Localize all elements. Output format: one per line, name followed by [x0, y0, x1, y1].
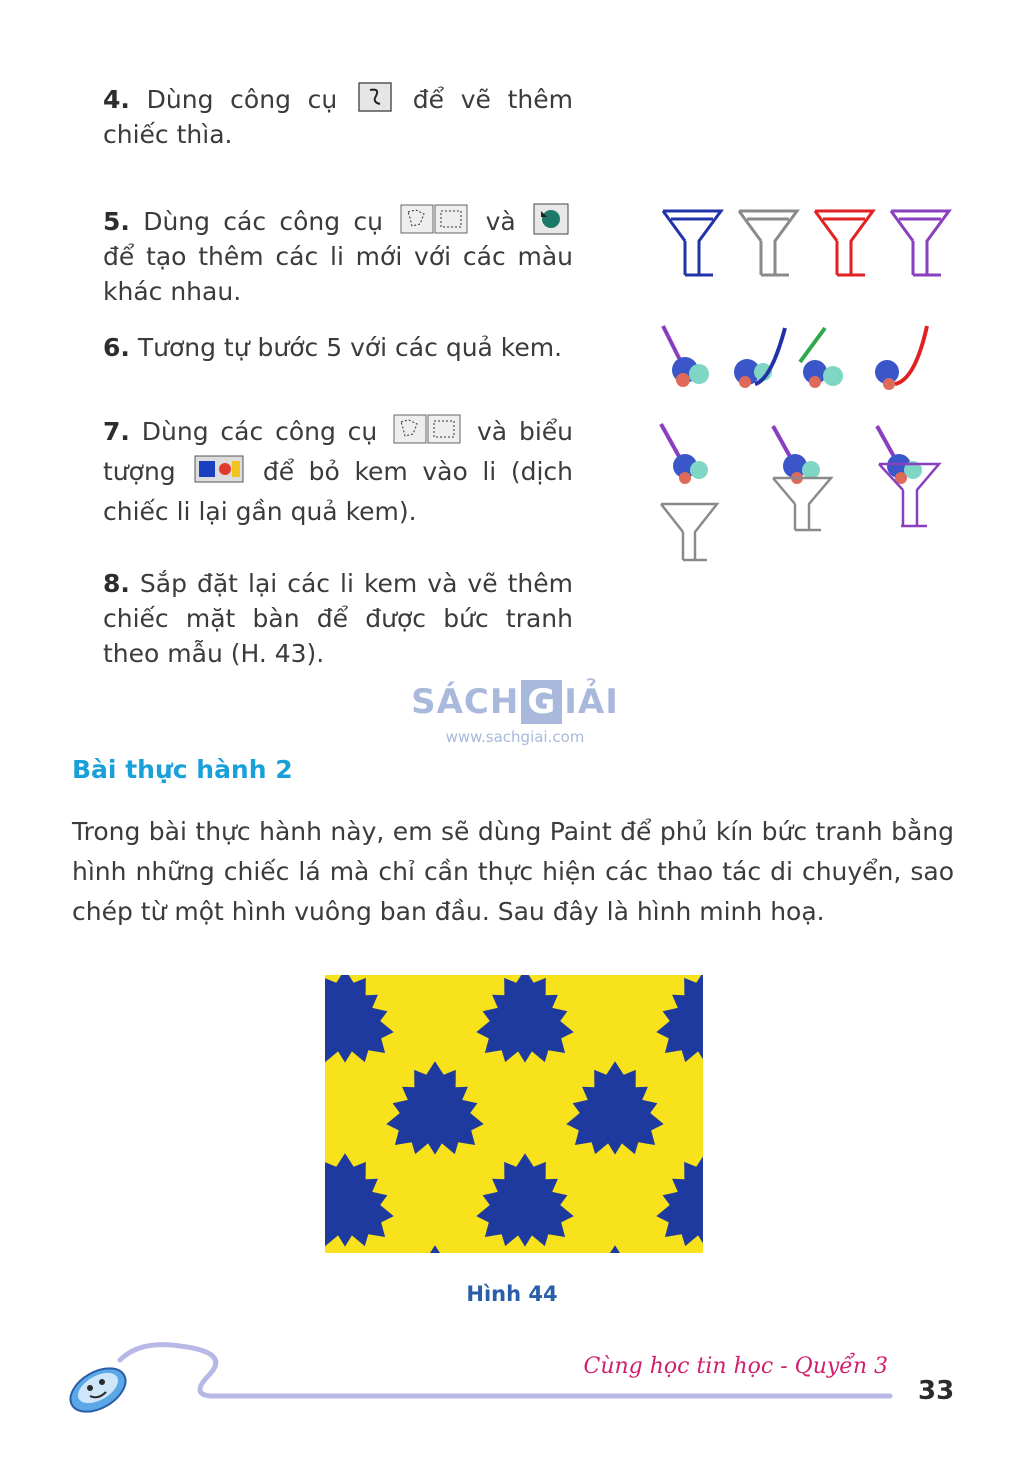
glass-1: [663, 211, 721, 275]
watermark: [410, 680, 620, 780]
watermark-url: www.sachgiai.com: [445, 728, 585, 746]
figure-caption: Hình 44: [466, 1282, 558, 1306]
glass-3: [815, 211, 873, 275]
select-tools-icon: [393, 414, 461, 444]
transparent-selection-icon: [194, 455, 244, 483]
step-number: 4.: [103, 85, 130, 114]
ice-cream-4: [875, 326, 927, 390]
book-title: Cùng học tin học - Quyển 3: [583, 1354, 888, 1379]
step-number: 6.: [103, 333, 130, 362]
ice-cream-row-illustration: [655, 322, 935, 394]
ice-cream-glass-1: [661, 424, 717, 560]
step-number: 7.: [103, 417, 130, 446]
ice-cream-3: [800, 328, 843, 388]
mouse-icon: [63, 1359, 133, 1420]
glasses-row-illustration: [655, 205, 960, 285]
ice-cream-2: [734, 328, 785, 388]
glass-4: [891, 211, 949, 275]
step-4: 4. Dùng công cụ để vẽ thêm chiếc thìa.: [103, 82, 573, 152]
watermark-brand: SÁCH G IẢI: [411, 682, 619, 722]
step-number: 8.: [103, 569, 130, 598]
page-number: 33: [918, 1376, 955, 1406]
section-intro: Trong bài thực hành này, em sẽ dùng Paint để phủ kín bức tranh bằng hình những chiếc lá mà chỉ cần thực hiện các thao tác di chuyển, sao chép từ một hình vuông ban đầu. Sau đây là hình minh hoạ.: [72, 817, 954, 926]
watermark-g-box: G: [521, 680, 562, 724]
step-8: 8. Sắp đặt lại các li kem và vẽ thêm chiếc mặt bàn để được bức tranh theo mẫu (H. 43).: [103, 569, 573, 668]
select-tools-icon: [400, 204, 468, 234]
curve-tool-icon: [358, 82, 392, 112]
flip-rotate-icon: [533, 203, 569, 235]
ice-cream-glasses-illustration: [655, 420, 945, 575]
step-5: 5. Dùng các công cụ và để tạo thêm các li mới với các màu khác nhau.: [103, 204, 573, 309]
step-7: 7. Dùng các công cụ và biểu tượng để bỏ kem vào li (dịch chiếc li lại gần quả kem).: [103, 412, 573, 532]
section-title: Bài thực hành 2: [72, 755, 293, 784]
ice-cream-glass-2: [773, 426, 831, 530]
leaf-tessellation-figure: [325, 975, 703, 1253]
step-number: 5.: [103, 207, 130, 236]
step-6: 6. Tương tự bước 5 với các quả kem.: [103, 333, 563, 362]
ice-cream-glass-3: [877, 426, 939, 526]
ice-cream-1: [663, 326, 709, 387]
glass-2: [739, 211, 797, 275]
